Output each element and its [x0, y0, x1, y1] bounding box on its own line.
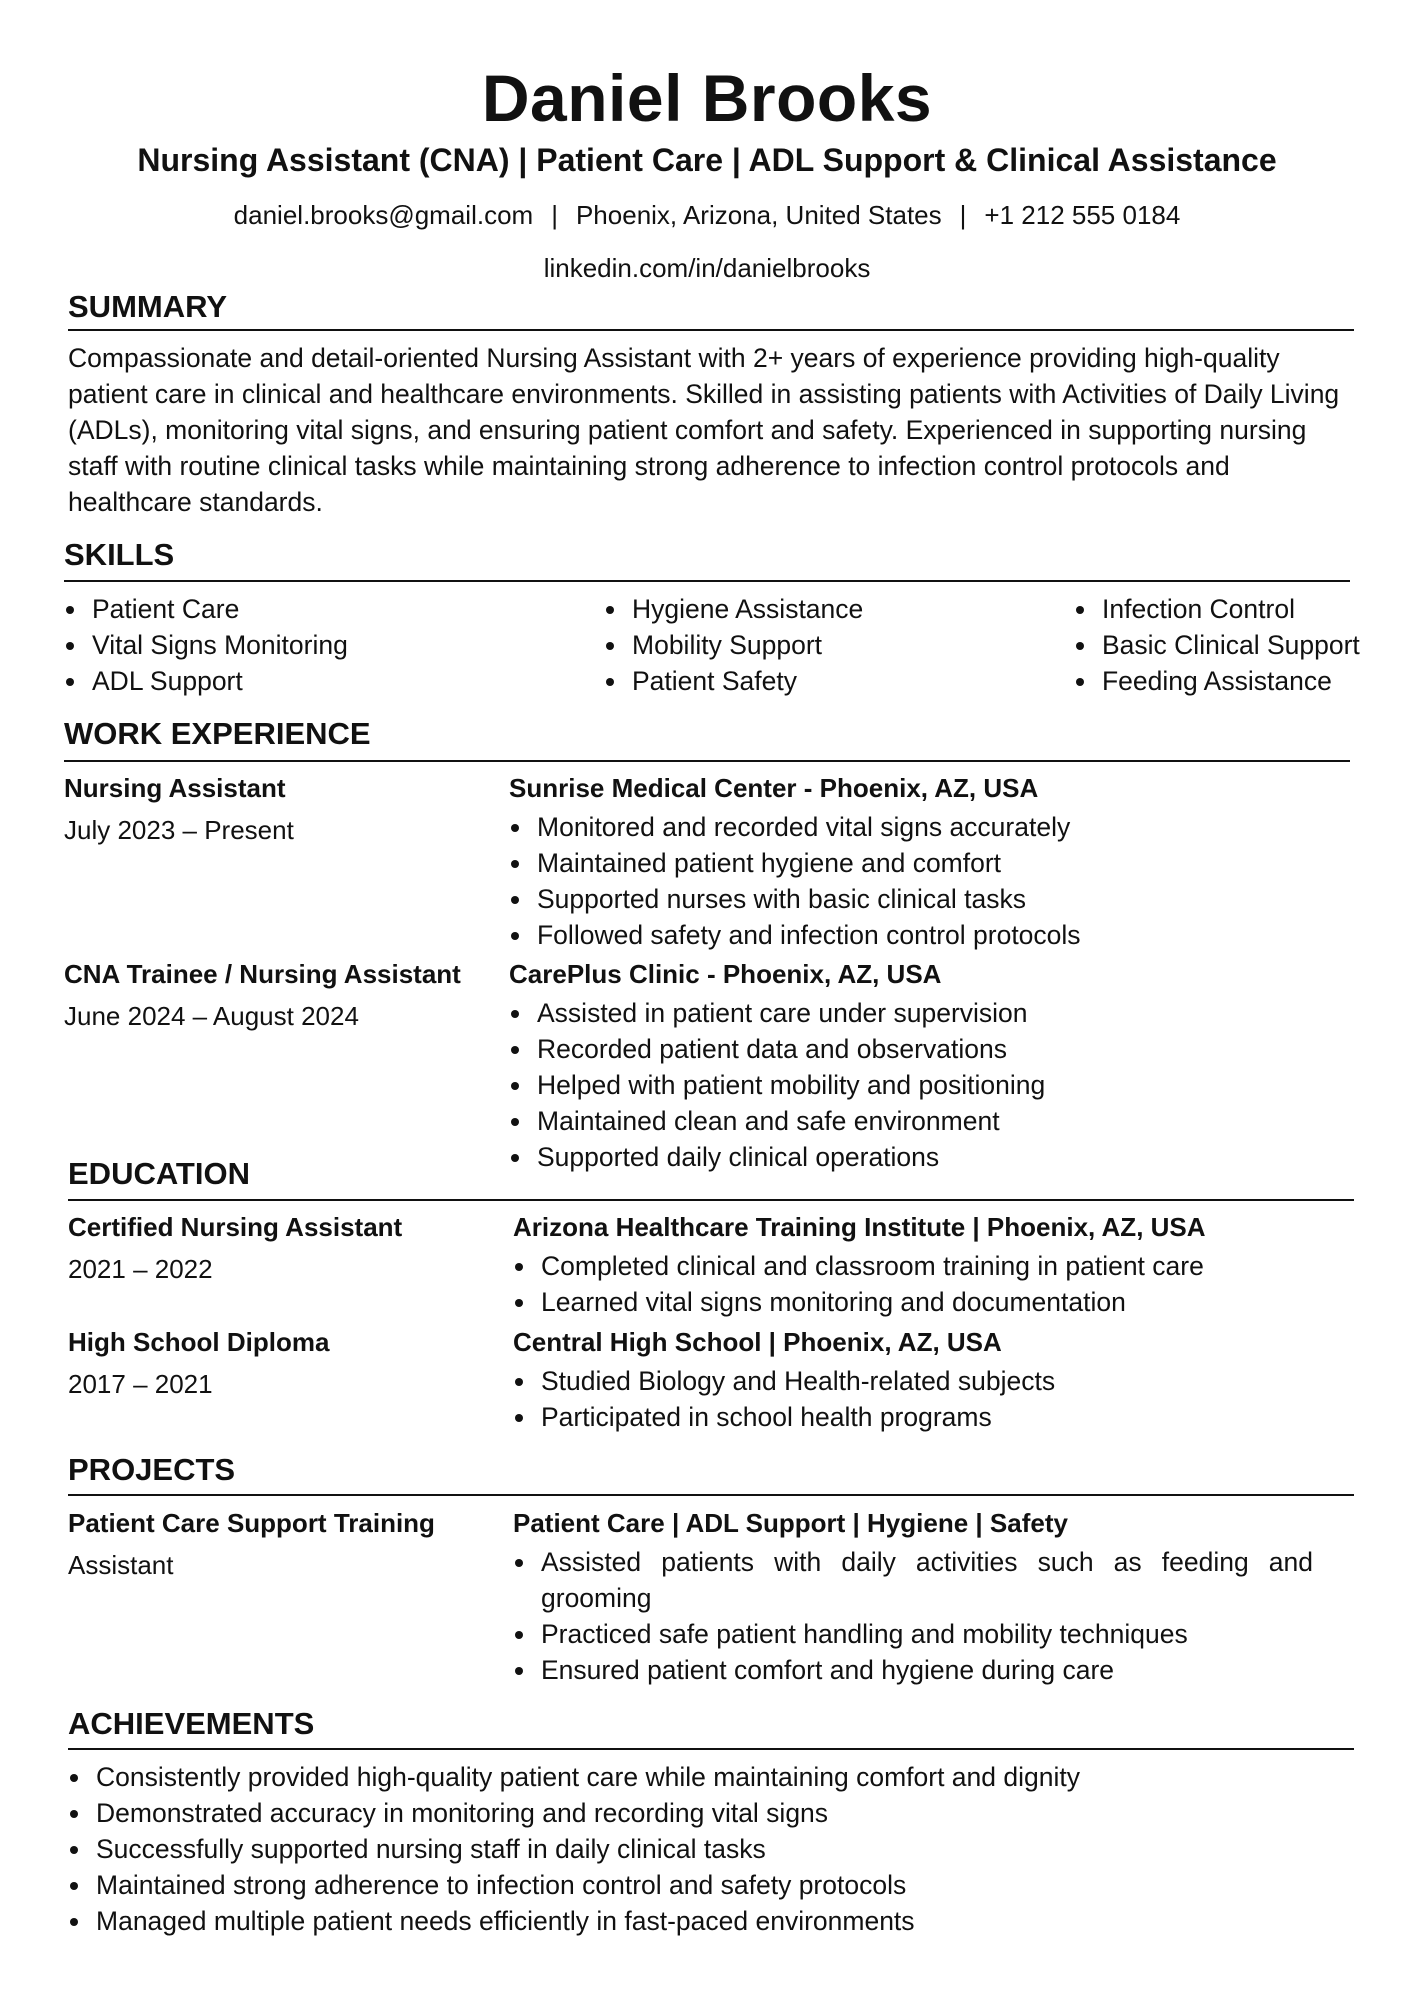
skill-item: Patient Safety	[604, 663, 863, 699]
achievement-item: Maintained strong adherence to infection control and safety protocols	[68, 1867, 1080, 1903]
project-bullet: Assisted patients with daily activities such as feeding and grooming	[513, 1544, 1313, 1616]
skill-item: Vital Signs Monitoring	[64, 627, 348, 663]
job-dates: June 2024 – August 2024	[64, 1001, 359, 1031]
education-bullets	[513, 1248, 1204, 1320]
section-divider	[68, 1199, 1354, 1201]
section-title-achievements: ACHIEVEMENTS	[68, 1706, 315, 1741]
project-role: Assistant	[68, 1550, 174, 1580]
location: Phoenix, Arizona, United States	[575, 200, 942, 230]
job-bullet: Recorded patient data and observations	[509, 1031, 1045, 1067]
section-title-summary: SUMMARY	[68, 289, 228, 324]
section-divider	[68, 1494, 1354, 1496]
achievements-list	[68, 1759, 1080, 1939]
education-degree: High School Diploma	[68, 1327, 330, 1357]
candidate-name: Daniel Brooks	[481, 61, 933, 135]
job-bullet: Supported nurses with basic clinical tasks	[509, 881, 1081, 917]
linkedin-url: linkedin.com/in/danielbrooks	[543, 253, 871, 283]
skill-item: Mobility Support	[604, 627, 863, 663]
job-dates: July 2023 – Present	[64, 815, 294, 845]
skill-item: Infection Control	[1074, 591, 1360, 627]
skills-column-1	[64, 591, 348, 699]
project-bullet: Ensured patient comfort and hygiene during care	[513, 1652, 1313, 1688]
project-bullets	[513, 1544, 1313, 1688]
achievement-item: Managed multiple patient needs efficiently in fast-paced environments	[68, 1903, 1080, 1939]
job-bullet: Monitored and recorded vital signs accurately	[509, 809, 1081, 845]
contact-separator: |	[551, 200, 558, 230]
project-name: Patient Care Support Training	[68, 1508, 435, 1538]
job-organization: CarePlus Clinic - Phoenix, AZ, USA	[509, 959, 942, 989]
section-title-experience: WORK EXPERIENCE	[64, 716, 371, 751]
skill-item: Hygiene Assistance	[604, 591, 863, 627]
education-degree: Certified Nursing Assistant	[68, 1212, 403, 1242]
section-divider	[68, 1748, 1354, 1750]
job-role: Nursing Assistant	[64, 773, 286, 803]
education-school: Arizona Healthcare Training Institute | Phoenix, AZ, USA	[513, 1212, 1206, 1242]
skill-item: ADL Support	[64, 663, 348, 699]
education-bullet: Studied Biology and Health-related subjects	[513, 1363, 1055, 1399]
job-bullets	[509, 809, 1081, 953]
education-bullet: Completed clinical and classroom training in patient care	[513, 1248, 1204, 1284]
headline: Nursing Assistant (CNA) | Patient Care | ADL Support & Clinical Assistance	[137, 142, 1277, 178]
job-bullet: Maintained patient hygiene and comfort	[509, 845, 1081, 881]
job-bullet: Assisted in patient care under supervision	[509, 995, 1045, 1031]
email: daniel.brooks@gmail.com	[233, 200, 534, 230]
skill-item: Basic Clinical Support	[1074, 627, 1360, 663]
job-organization: Sunrise Medical Center - Phoenix, AZ, USA	[509, 773, 1039, 803]
education-bullet: Participated in school health programs	[513, 1399, 1055, 1435]
education-dates: 2021 – 2022	[68, 1254, 213, 1284]
achievement-item: Successfully supported nursing staff in daily clinical tasks	[68, 1831, 1080, 1867]
section-title-skills: SKILLS	[64, 537, 175, 572]
section-divider	[64, 580, 1350, 582]
project-tags: Patient Care | ADL Support | Hygiene | Safety	[513, 1508, 1068, 1538]
job-bullet: Followed safety and infection control protocols	[509, 917, 1081, 953]
achievement-item: Demonstrated accuracy in monitoring and recording vital signs	[68, 1795, 1080, 1831]
job-bullet: Supported daily clinical operations	[509, 1139, 1045, 1175]
section-title-projects: PROJECTS	[68, 1452, 236, 1487]
summary-text: Compassionate and detail-oriented Nursing Assistant with 2+ years of experience providing high-quality patient care in clinical and healthcare environments. Skilled in assisting patients with Activities of Daily Living (ADLs), monitoring vital signs, and ensuring patient comfort and safety. Experienced in supporting nursing staff with routine clinical tasks while maintaining strong adherence to infection control protocols and healthcare standards.	[68, 343, 1340, 517]
contact-separator: |	[959, 200, 967, 230]
education-bullets	[513, 1363, 1055, 1435]
job-bullet: Maintained clean and safe environment	[509, 1103, 1045, 1139]
project-bullet: Practiced safe patient handling and mobility techniques	[513, 1616, 1313, 1652]
section-divider	[68, 329, 1354, 331]
section-title-education: EDUCATION	[68, 1156, 250, 1191]
education-dates: 2017 – 2021	[68, 1369, 213, 1399]
job-bullet: Helped with patient mobility and positioning	[509, 1067, 1045, 1103]
skills-column-3	[1074, 591, 1360, 699]
contact-line	[0, 198, 1414, 232]
phone: +1 212 555 0184	[984, 200, 1181, 230]
skill-item: Patient Care	[64, 591, 348, 627]
section-divider	[64, 760, 1350, 762]
skills-column-2	[604, 591, 863, 699]
achievement-item: Consistently provided high-quality patient care while maintaining comfort and dignity	[68, 1759, 1080, 1795]
education-bullet: Learned vital signs monitoring and documentation	[513, 1284, 1204, 1320]
skill-item: Feeding Assistance	[1074, 663, 1360, 699]
education-school: Central High School | Phoenix, AZ, USA	[513, 1327, 1002, 1357]
job-bullets	[509, 995, 1045, 1175]
job-role: CNA Trainee / Nursing Assistant	[64, 959, 461, 989]
